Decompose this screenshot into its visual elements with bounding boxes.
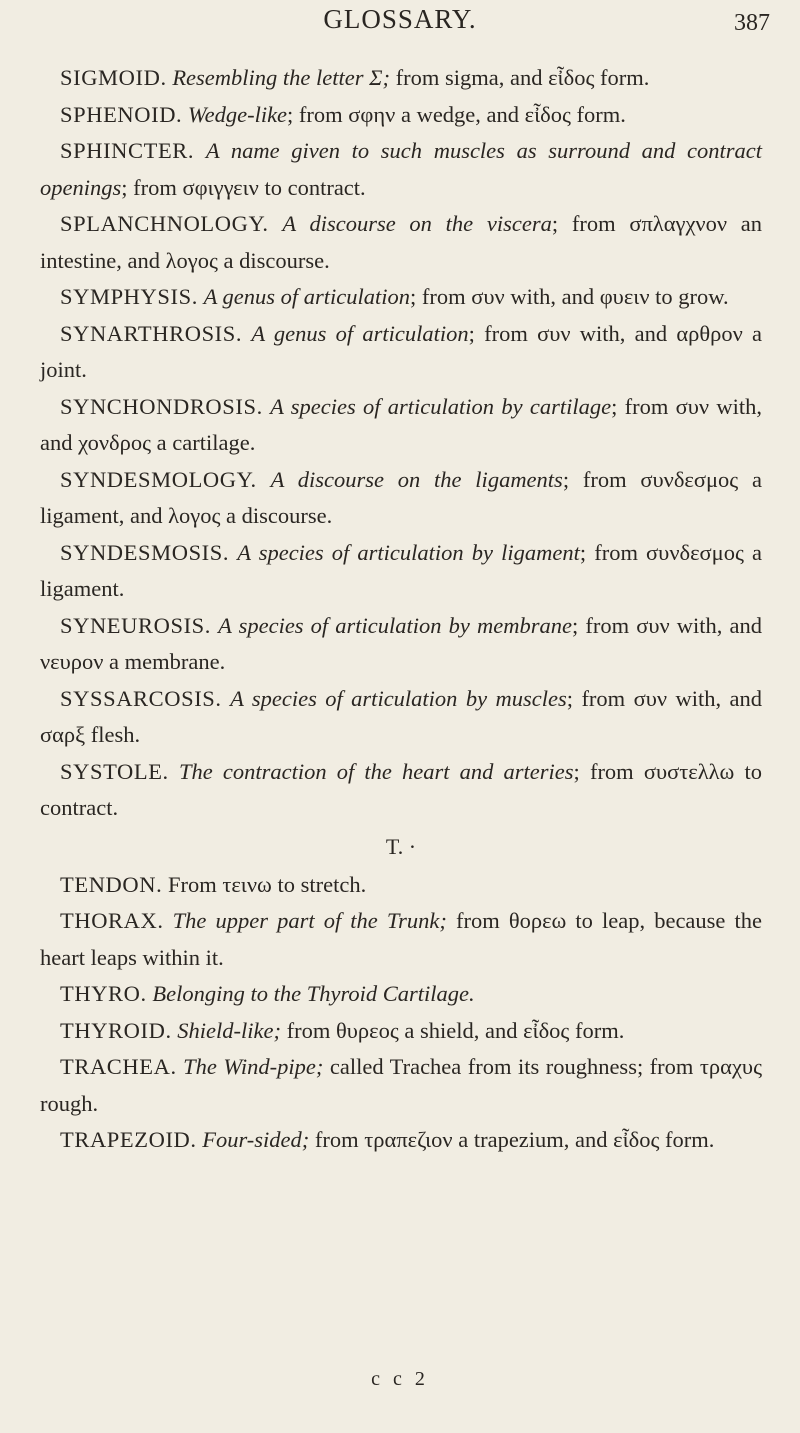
glossary-entry <box>40 206 762 279</box>
entry-etymology: ; from συν with, and φυειν to grow. <box>410 284 729 309</box>
entry-definition: Resembling the letter Σ; <box>172 65 390 90</box>
glossary-entry <box>40 97 762 134</box>
entry-definition: The Wind-pipe; <box>183 1054 324 1079</box>
entry-definition: Four-sided; <box>202 1127 310 1152</box>
section-letter-heading: T. · <box>385 833 417 859</box>
entry-term: SYNARTHROSIS. <box>60 320 243 346</box>
glossary-entry <box>40 133 762 206</box>
entry-etymology: ; from συν with, and σαρξ flesh. <box>40 685 763 747</box>
glossary-entry <box>40 608 762 681</box>
glossary-entry <box>40 681 762 754</box>
entry-definition: A species of articulation by muscles <box>230 685 567 711</box>
glossary-entry <box>40 462 762 535</box>
glossary-entry <box>40 976 762 1013</box>
glossary-entry <box>40 1013 762 1050</box>
entry-etymology: From τεινω to stretch. <box>162 871 367 897</box>
page-number: 387 <box>734 10 770 36</box>
entry-etymology: ; from συνδεσμος a ligament. <box>40 539 762 601</box>
entry-definition: A discourse on the ligaments <box>270 466 563 492</box>
entry-etymology: from τραπεζιον a trapezium, and εἶδος form. <box>309 1127 715 1152</box>
entry-definition: A genus of articulation <box>251 320 469 346</box>
glossary-entry <box>40 754 762 827</box>
entry-term: SIGMOID. <box>60 65 167 90</box>
entry-etymology: ; from συν with, and νευρον a membrane. <box>40 612 763 674</box>
entry-etymology: ; from σφιγγειν to contract. <box>121 174 366 200</box>
entry-definition: The contraction of the heart and arteries <box>178 758 574 784</box>
entry-definition: A species of articulation by cartilage <box>270 393 612 419</box>
entry-etymology: ; from συν with, and χονδρος a cartilage. <box>40 393 763 455</box>
entry-definition: A species of articulation by membrane <box>218 612 572 638</box>
entry-etymology: ; from συστελλω to contract. <box>40 758 762 820</box>
glossary-entry <box>40 279 762 316</box>
entry-etymology: ; from συν with, and αρθρον a joint. <box>40 320 762 382</box>
entry-etymology: ; from σπλαγχνον an intestine, and λογος a discourse. <box>40 211 762 273</box>
entry-definition: A name given to such muscles as surround and contract openings <box>40 138 763 200</box>
entry-term: SYNDESMOLOGY. <box>60 466 257 492</box>
signature-mark: c c 2 <box>371 1368 429 1390</box>
glossary-entry <box>40 60 762 97</box>
running-title: GLOSSARY. <box>323 4 477 34</box>
entry-term: SYNEUROSIS. <box>60 612 212 638</box>
entry-definition: A discourse on the viscera <box>282 211 552 236</box>
running-head <box>0 4 800 48</box>
entry-definition: The upper part of the Trunk; <box>172 908 447 933</box>
entry-definition: Shield-like; <box>177 1017 281 1043</box>
entry-term: SPHINCTER. <box>60 138 195 163</box>
entry-definition: A species of articulation by ligament <box>237 539 580 565</box>
entry-term: TRAPEZOID. <box>60 1127 197 1152</box>
entry-definition: Belonging to the Thyroid Cartilage. <box>152 981 475 1006</box>
entry-definition: A genus of articulation <box>203 284 411 309</box>
glossary-entry <box>40 535 762 608</box>
entry-term: SYSTOLE. <box>60 758 169 784</box>
glossary-entry <box>40 903 762 976</box>
glossary-entries <box>40 60 762 1159</box>
entry-etymology: ; from σφην a wedge, and εἶδος form. <box>287 101 626 127</box>
entry-term: SPLANCHNOLOGY. <box>60 211 269 236</box>
entry-term: TRACHEA. <box>60 1054 177 1079</box>
entry-etymology: ; from συνδεσμος a ligament, and λογος a discourse. <box>40 466 762 528</box>
entry-term: THYROID. <box>60 1017 172 1043</box>
entry-term: TENDON. <box>60 871 163 897</box>
glossary-entry <box>40 389 762 462</box>
glossary-entry <box>40 867 762 904</box>
entry-term: SYSSARCOSIS. <box>60 685 222 711</box>
entry-etymology: from θορεω to leap, because the heart leaps within it. <box>40 908 762 970</box>
entry-etymology: from sigma, and εἶδος form. <box>390 65 650 90</box>
entry-term: SYNDESMOSIS. <box>60 539 230 565</box>
entry-term: SPHENOID. <box>60 101 183 127</box>
glossary-entry <box>40 1049 762 1122</box>
entry-term: THYRO. <box>60 981 147 1006</box>
entry-term: SYNCHONDROSIS. <box>60 393 263 419</box>
entry-definition: Wedge-like <box>187 101 288 127</box>
glossary-entry <box>40 1122 762 1159</box>
entry-term: SYMPHYSIS. <box>60 284 198 309</box>
entry-term: THORAX. <box>60 908 164 933</box>
glossary-entry <box>40 316 762 389</box>
entry-etymology: from θυρεος a shield, and εἶδος form. <box>281 1017 625 1043</box>
entry-etymology: called Trachea from its roughness; from τραχυς rough. <box>40 1054 762 1116</box>
